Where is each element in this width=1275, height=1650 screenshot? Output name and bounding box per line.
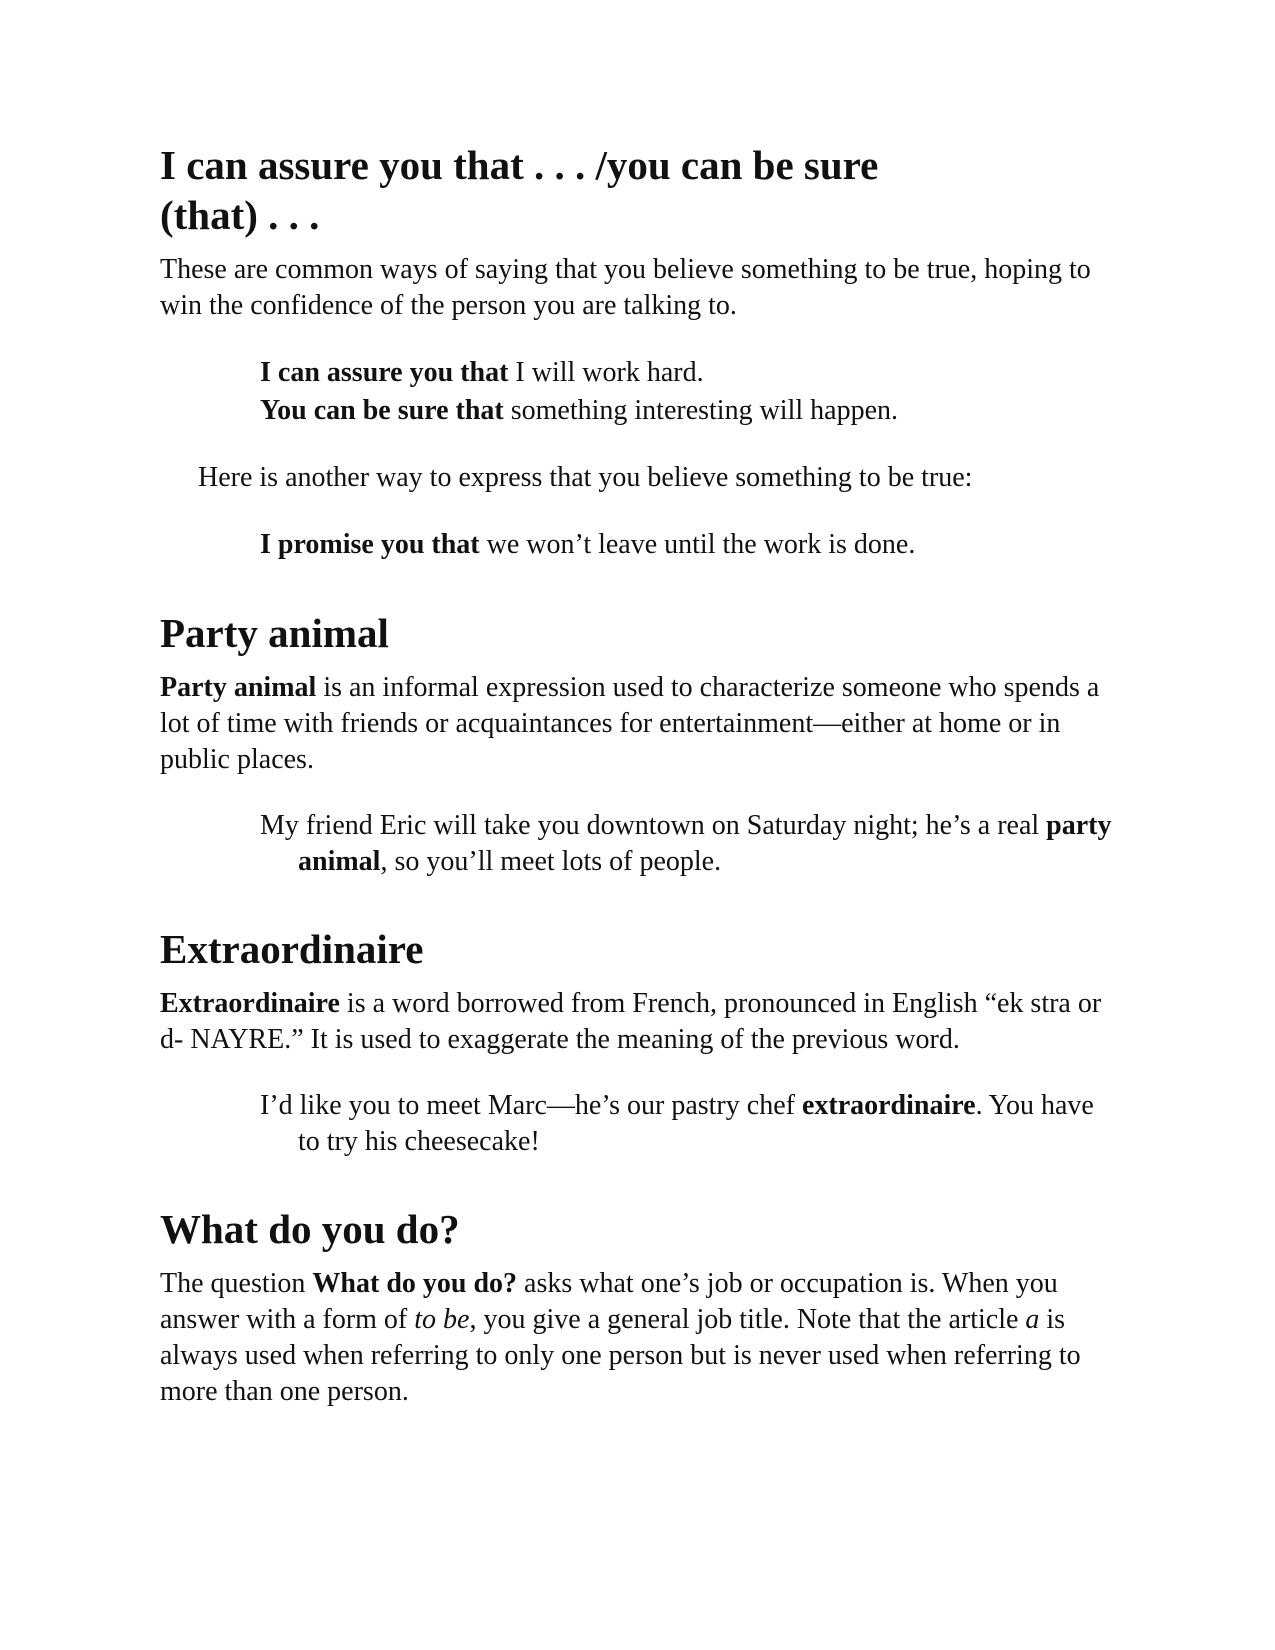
example-text: My friend Eric will take you downtown on Saturday night; he’s a real <box>260 810 1047 841</box>
body-text: asks what one’s job or occupation is. When you answer with a form of <box>160 1268 1058 1335</box>
section-heading: What do you do? <box>160 1206 460 1252</box>
example-rest: I will work hard. <box>508 357 704 388</box>
term: What do you do? <box>312 1268 518 1299</box>
section-party-animal <box>160 608 1120 880</box>
section-body <box>160 1266 1120 1410</box>
example-phrase: You can be sure that <box>260 395 504 426</box>
section-note: Here is another way to express that you believe something to be true: <box>198 462 973 493</box>
section-body: These are common ways of saying that you believe something to be true, hoping to win the confidence of the person you are talking to. <box>160 254 1091 321</box>
section-extraordinaire <box>160 924 1120 1160</box>
body-text: is always used when referring to only one person but is never used when referring to more than one person. <box>160 1304 1081 1407</box>
definition: is an informal expression used to characterize someone who spends a lot of time with friends or acquaintances for entertainment—either at home or in public places. <box>160 672 1100 775</box>
italic-term: to be <box>414 1304 470 1335</box>
section-heading: I can assure you that . . . /you can be sure (that) . . . <box>160 142 879 238</box>
example-sentence <box>260 392 1120 430</box>
example-sentence <box>260 354 1120 392</box>
term: Party animal <box>160 672 317 703</box>
example-list <box>260 808 1120 880</box>
italic-term: a <box>1025 1304 1040 1335</box>
section-body <box>160 670 1120 778</box>
section-what-do-you-do <box>160 1204 1120 1410</box>
example-text: , so you’ll meet lots of people. <box>380 846 722 877</box>
example-phrase: I promise you that <box>260 529 480 560</box>
section-heading: Party animal <box>160 610 389 656</box>
example-phrase: party animal <box>298 810 1112 877</box>
example-phrase: extraordinaire <box>801 1090 976 1121</box>
example-rest: we won’t leave until the work is done. <box>479 529 916 560</box>
example-list <box>260 354 1120 430</box>
example-list <box>260 1088 1120 1160</box>
example-sentence <box>260 808 1120 880</box>
example-text: . You have to try his cheesecake! <box>298 1090 1094 1157</box>
example-rest: something interesting will happen. <box>503 395 899 426</box>
term: Extraordinaire <box>160 988 340 1019</box>
document-page <box>160 140 1120 1410</box>
definition: is a word borrowed from French, pronounced in English “ek stra or d- NAYRE.” It is used to exaggerate the meaning of the previous word. <box>160 988 1102 1055</box>
example-sentence <box>260 526 1120 564</box>
body-text: , you give a general job title. Note that the article <box>469 1304 1026 1335</box>
example-list <box>260 526 1120 564</box>
example-text: I’d like you to meet Marc—he’s our pastry chef <box>260 1090 802 1121</box>
section-heading: Extraordinaire <box>160 926 424 972</box>
example-phrase: I can assure you that <box>260 357 509 388</box>
section-body <box>160 986 1120 1058</box>
section-assure <box>160 140 1120 564</box>
example-sentence <box>260 1088 1120 1160</box>
body-text: The question <box>160 1268 313 1299</box>
